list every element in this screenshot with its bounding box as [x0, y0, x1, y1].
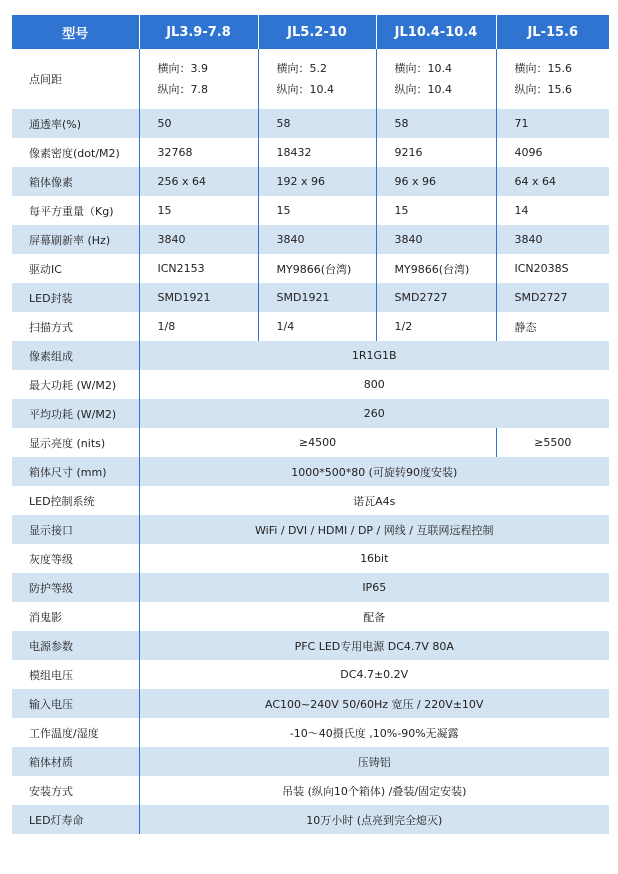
- table-row: [12, 283, 609, 312]
- row-label: 箱体像素: [12, 167, 139, 196]
- cell-value: MY9866(台湾): [376, 254, 496, 283]
- cell-value: SMD2727: [376, 283, 496, 312]
- cell-value: 192 x 96: [258, 167, 376, 196]
- row-label: 通透率(%): [12, 109, 139, 138]
- pitch-horizontal: 横向：3.9: [157, 62, 208, 75]
- spec-table: [12, 15, 609, 834]
- table-row: [12, 660, 609, 689]
- cell-value: 15: [139, 196, 258, 225]
- table-row: [12, 225, 609, 254]
- cell-value: 50: [139, 109, 258, 138]
- row-label: 工作温度/湿度: [12, 718, 139, 747]
- pitch-horizontal: 横向：10.4: [394, 62, 452, 75]
- cell-value: 3840: [258, 225, 376, 254]
- row-label: 防护等级: [12, 573, 139, 602]
- cell-value: 9216: [376, 138, 496, 167]
- row-label: 像素密度(dot/M2): [12, 138, 139, 167]
- row-label: 最大功耗 (W/M2): [12, 370, 139, 399]
- merged-value: DC4.7±0.2V: [340, 668, 409, 681]
- table-row: [12, 805, 609, 834]
- cell-value: 3840: [496, 225, 609, 254]
- table-row: [12, 486, 609, 515]
- pitch-vertical: 纵向：10.4: [276, 83, 334, 96]
- header-model-1: JL3.9-7.8: [139, 15, 258, 49]
- cell-value: 15: [376, 196, 496, 225]
- cell-value: 1/4: [258, 312, 376, 341]
- pitch-cell: [376, 49, 496, 109]
- pitch-cell: [139, 49, 258, 109]
- table-row: [12, 312, 609, 341]
- merged-value: AC100~240V 50/60Hz 宽压 / 220V±10V: [139, 689, 609, 718]
- row-label: 点间距: [12, 49, 139, 109]
- row-label: 显示接口: [12, 515, 139, 544]
- row-label: 扫描方式: [12, 312, 139, 341]
- table-row: [12, 718, 609, 747]
- merged-value: -10～40摄氏度 ,10%-90%无凝露: [289, 726, 459, 740]
- row-label: 电源参数: [12, 631, 139, 660]
- pitch-vertical: 纵向：10.4: [394, 83, 452, 96]
- cell-value: 4096: [514, 146, 543, 159]
- brightness-value: ≥4500: [139, 428, 496, 457]
- table-row: [12, 428, 609, 457]
- cell-value: SMD1921: [139, 283, 258, 312]
- cell-value: 15: [258, 196, 376, 225]
- merged-value: 吊装 (纵向10个箱体) /叠装/固定安装): [282, 784, 467, 798]
- merged-value: PFC LED专用电源 DC4.7V 80A: [139, 631, 609, 660]
- table-row: [12, 109, 609, 138]
- table-row: [12, 49, 609, 109]
- cell-value: 1/2: [376, 312, 496, 341]
- pitch-vertical: 纵向：15.6: [514, 83, 572, 96]
- table-row: [12, 167, 609, 196]
- merged-value: WiFi / DVI / HDMI / DP / 网线 / 互联网远程控制: [139, 515, 609, 544]
- header-model-4: JL-15.6: [496, 15, 609, 49]
- merged-value: 260: [139, 399, 609, 428]
- table-row: [12, 254, 609, 283]
- cell-value: 256 x 64: [139, 167, 258, 196]
- row-label: 每平方重量（Kg): [12, 196, 139, 225]
- row-label: LED灯寿命: [12, 805, 139, 834]
- header-model-3: JL10.4-10.4: [376, 15, 496, 49]
- table-row: [12, 515, 609, 544]
- row-label: 箱体尺寸 (mm): [12, 457, 139, 486]
- table-row: [12, 544, 609, 573]
- row-label: 安装方式: [12, 776, 139, 805]
- merged-value: 1R1G1B: [139, 341, 609, 370]
- cell-value: SMD2727: [496, 283, 609, 312]
- table-row: [12, 341, 609, 370]
- pitch-vertical: 纵向：7.8: [157, 83, 208, 96]
- table-row: [12, 370, 609, 399]
- row-label: 驱动IC: [12, 254, 139, 283]
- cell-value: 58: [258, 109, 376, 138]
- table-row: [12, 631, 609, 660]
- cell-value: SMD1921: [258, 283, 376, 312]
- table-row: [12, 573, 609, 602]
- cell-value: 1/8: [139, 312, 258, 341]
- merged-value: IP65: [139, 573, 609, 602]
- brightness-value-last: ≥5500: [534, 436, 572, 449]
- row-label: 灰度等级: [12, 544, 139, 573]
- row-label: LED封装: [12, 283, 139, 312]
- table-row: [12, 138, 609, 167]
- table-row: [12, 776, 609, 805]
- pitch-horizontal: 横向：5.2: [276, 62, 327, 75]
- row-label: 平均功耗 (W/M2): [12, 399, 139, 428]
- merged-value: 诺瓦A4s: [353, 494, 396, 508]
- pitch-cell: [496, 49, 609, 109]
- row-label: 屏幕刷新率 (Hz): [12, 225, 139, 254]
- row-label: 模组电压: [12, 660, 139, 689]
- merged-value: 10万小时 (点亮到完全熄灭): [139, 805, 609, 834]
- table-row: [12, 399, 609, 428]
- cell-value: 3840: [139, 225, 258, 254]
- row-label: 箱体材质: [12, 747, 139, 776]
- header-model-2: JL5.2-10: [258, 15, 376, 49]
- cell-value: 71: [496, 109, 609, 138]
- cell-value: 96 x 96: [376, 167, 496, 196]
- cell-value: 14: [514, 204, 529, 217]
- table-row: [12, 457, 609, 486]
- cell-value: 58: [376, 109, 496, 138]
- merged-value: 800: [363, 378, 385, 391]
- table-row: [12, 689, 609, 718]
- cell-value: 3840: [376, 225, 496, 254]
- table-row: [12, 196, 609, 225]
- cell-value: 18432: [258, 138, 376, 167]
- cell-value: 64 x 64: [496, 167, 609, 196]
- cell-value: ICN2153: [139, 254, 258, 283]
- header-row: [12, 15, 609, 49]
- pitch-horizontal: 横向：15.6: [514, 62, 572, 75]
- merged-value: 1000*500*80 (可旋转90度安装): [139, 457, 609, 486]
- header-model: 型号: [12, 15, 139, 49]
- merged-value: 配备: [363, 610, 386, 624]
- pitch-cell: [258, 49, 376, 109]
- cell-value: MY9866(台湾): [258, 254, 376, 283]
- merged-value: 16bit: [360, 552, 389, 565]
- row-label: 输入电压: [12, 689, 139, 718]
- row-label: 显示亮度 (nits): [12, 428, 139, 457]
- row-label: 消鬼影: [12, 602, 139, 631]
- table-row: [12, 602, 609, 631]
- table-row: [12, 747, 609, 776]
- merged-value: 压铸铝: [139, 747, 609, 776]
- cell-value: 静态: [514, 320, 537, 334]
- row-label: LED控制系统: [12, 486, 139, 515]
- cell-value: ICN2038S: [514, 262, 569, 275]
- row-label: 像素组成: [12, 341, 139, 370]
- cell-value: 32768: [139, 138, 258, 167]
